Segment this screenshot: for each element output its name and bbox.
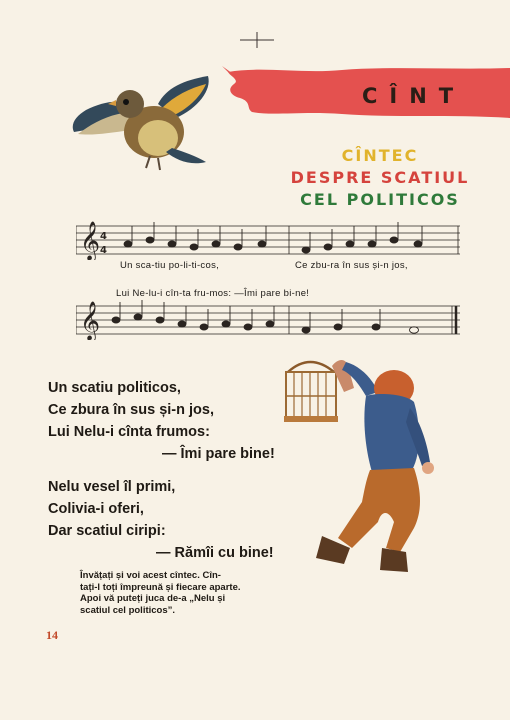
staff-2-lyrics: Lui Ne-lu-i cîn-ta fru-mos: —Îmi pare bi-ne! xyxy=(116,288,310,299)
poem-line: Lui Nelu-i cînta frumos: xyxy=(48,424,210,440)
staff-1-lyrics-b: Ce zbu-ra în sus și-n jos, xyxy=(295,260,408,271)
poem-line: Ce zbura în sus și-n jos, xyxy=(48,402,214,418)
song-title-line-2: DESPRE SCATIUL xyxy=(290,168,470,187)
birdcage-icon xyxy=(284,362,338,422)
crop-mark-icon xyxy=(240,32,274,48)
svg-text:4: 4 xyxy=(100,245,107,256)
song-title-line-1: CÎNTEC xyxy=(341,146,419,165)
music-staff-1 xyxy=(76,220,460,260)
svg-text:4: 4 xyxy=(100,231,107,242)
svg-text:𝄞: 𝄞 xyxy=(80,221,101,260)
boy-with-birdcage-illustration xyxy=(282,352,442,592)
section-title: CÎNT xyxy=(362,84,466,108)
song-title-line-3: CEL POLITICOS xyxy=(300,190,460,209)
poem-line: Nelu vesel îl primi, xyxy=(48,479,176,495)
poem-line: Colivia-i oferi, xyxy=(48,501,144,517)
instructions-text: Învățați și voi acest cîntec. Cîn- tați-l toți împreună și fiecare aparte. Apoi vă puteți juca de-a „Nelu și scatiul cel politicos”. xyxy=(80,570,241,616)
music-staff-2 xyxy=(76,300,460,340)
poem-line: Un scatiu politicos, xyxy=(48,380,181,396)
page-number: 14 xyxy=(46,628,58,642)
svg-text:𝄞: 𝄞 xyxy=(80,301,101,340)
poem-line: Dar scatiul ciripi: xyxy=(48,523,166,539)
staff-1-lyrics-a: Un sca-tiu po-li-ti-cos, xyxy=(120,260,220,271)
goldfinch-illustration xyxy=(66,70,216,180)
poem-line: — Îmi pare bine! xyxy=(162,446,275,462)
poem-line: — Rămîi cu bine! xyxy=(156,545,274,561)
